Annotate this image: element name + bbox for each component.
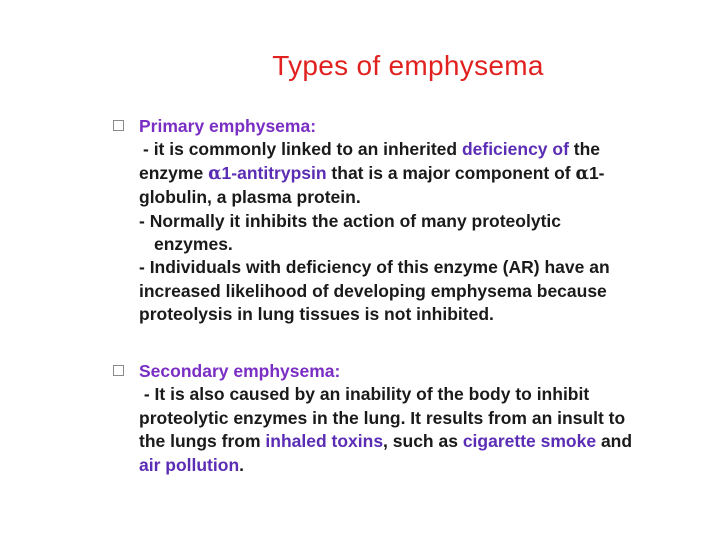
- square-bullet-icon: [113, 120, 124, 131]
- primary-line-7: increased likelihood of developing emphysema because: [139, 280, 607, 301]
- secondary-line-3: [139, 430, 632, 453]
- secondary-line-4: [139, 454, 632, 477]
- highlight-cigarette-smoke: cigarette smoke: [462, 431, 597, 452]
- secondary-emphysema-heading: Secondary emphysema:: [139, 361, 341, 381]
- text-run: , such as: [383, 431, 463, 452]
- text-run: - it is commonly linked to an inherited: [143, 139, 462, 160]
- primary-emphysema-heading: Primary emphysema:: [139, 116, 317, 136]
- primary-line-8: proteolysis in lung tissues is not inhibited.: [139, 304, 494, 325]
- secondary-line-2: proteolytic enzymes in the lung. It results from an insult to: [139, 407, 626, 428]
- text-run: the lungs from: [139, 431, 266, 452]
- primary-heading-line: [139, 115, 610, 138]
- primary-line-3: globulin, a plasma protein.: [139, 187, 361, 208]
- primary-emphysema-paragraph: [139, 115, 610, 327]
- primary-line-5: enzymes.: [154, 234, 233, 255]
- primary-line-6: - Individuals with deficiency of this enzyme (AR) have an: [139, 257, 610, 278]
- secondary-emphysema-paragraph: [139, 360, 632, 477]
- square-bullet-icon: [113, 365, 124, 376]
- text-run: 1-antitrypsin: [221, 162, 327, 183]
- primary-line-4: - Normally it inhibits the action of many proteolytic: [139, 210, 561, 231]
- text-run: and: [596, 431, 633, 452]
- slide-title: Types of emphysema: [272, 50, 544, 81]
- text-run: 1-: [588, 162, 605, 183]
- text-run: .: [239, 454, 245, 475]
- highlight-deficiency: deficiency of: [461, 139, 569, 160]
- highlight-inhaled-toxins: inhaled toxins: [265, 431, 384, 452]
- primary-line-2: [139, 162, 610, 186]
- text-run: enzyme: [139, 162, 209, 183]
- highlight-air-pollution: air pollution: [139, 454, 240, 475]
- alpha-symbol: α: [208, 163, 222, 184]
- primary-line-1: [139, 138, 610, 161]
- text-run: that is a major component of: [326, 162, 576, 183]
- text-run: the: [568, 139, 601, 160]
- secondary-heading-line: [139, 360, 632, 383]
- highlight-antitrypsin: [208, 163, 327, 183]
- alpha-symbol: α: [575, 163, 589, 184]
- secondary-line-1: - It is also caused by an inability of the body to inhibit: [139, 384, 590, 405]
